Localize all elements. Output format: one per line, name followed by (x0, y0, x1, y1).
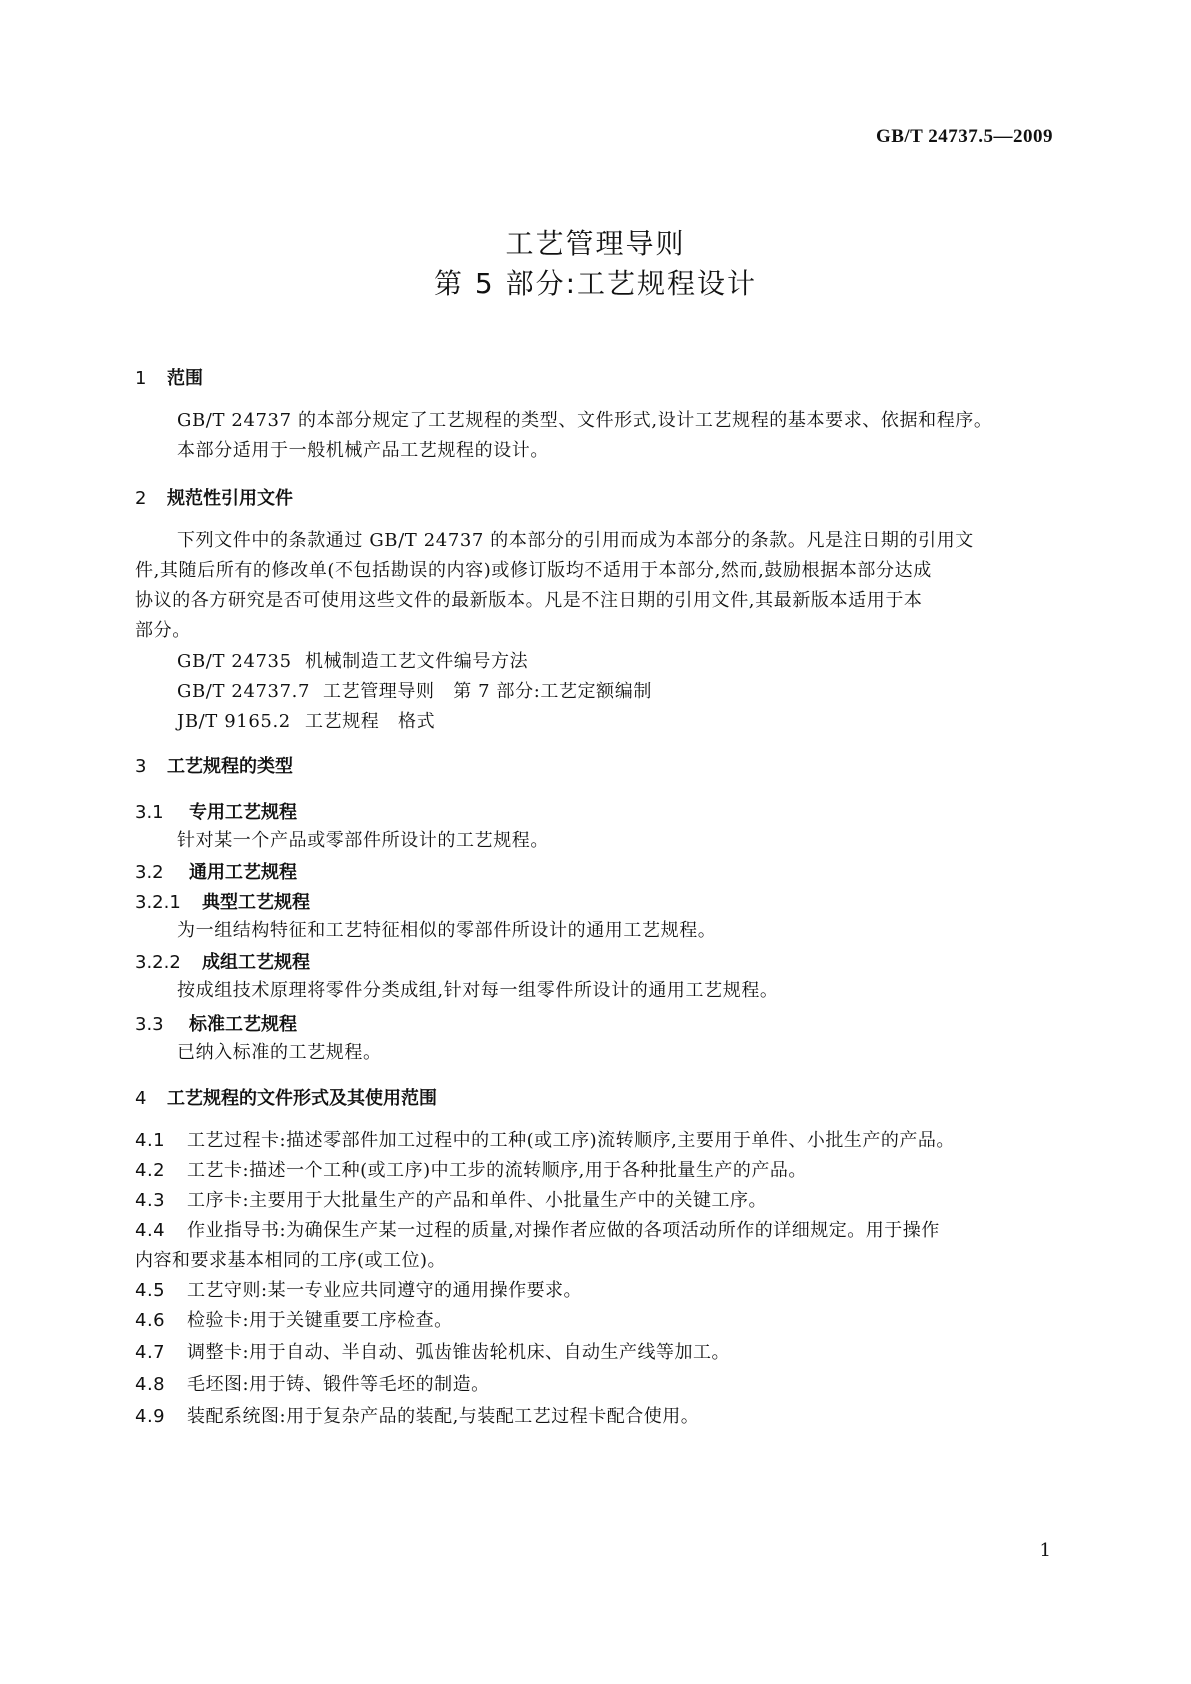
normative-reference: GB/T 24737.7 工艺管理导则 第 7 部分:工艺定额编制 (177, 681, 652, 702)
section-3-1-text: 针对某一个产品或零部件所设计的工艺规程。 (177, 830, 549, 851)
section-1-heading: 1 范围 (135, 368, 203, 389)
section-3-3-heading: 3.3 标准工艺规程 (135, 1014, 297, 1035)
list-item: 4.8 毛坯图:用于铸、锻件等毛坯的制造。 (135, 1374, 490, 1395)
section-2-heading: 2 规范性引用文件 (135, 488, 293, 509)
section-2-paragraph-line: 件,其随后所有的修改单(不包括勘误的内容)或修订版均不适用于本部分,然而,鼓励根据本部分达成 (135, 560, 932, 581)
list-item: 4.5 工艺守则:某一专业应共同遵守的通用操作要求。 (135, 1280, 583, 1301)
document-subtitle: 第 5 部分:工艺规程设计 (433, 267, 758, 300)
section-1-paragraph-1: GB/T 24737 的本部分规定了工艺规程的类型、文件形式,设计工艺规程的基本要求、依据和程序。 (177, 410, 993, 431)
section-3-3-text: 已纳入标准的工艺规程。 (177, 1042, 382, 1063)
section-3-2-2-heading: 3.2.2 成组工艺规程 (135, 952, 310, 973)
section-3-2-2-text: 按成组技术原理将零件分类成组,针对每一组零件所设计的通用工艺规程。 (177, 980, 779, 1001)
list-item: 4.3 工序卡:主要用于大批量生产的产品和单件、小批量生产中的关键工序。 (135, 1190, 768, 1211)
section-3-2-1-text: 为一组结构特征和工艺特征相似的零部件所设计的通用工艺规程。 (177, 920, 717, 941)
normative-reference: JB/T 9165.2 工艺规程 格式 (177, 711, 436, 732)
list-item: 4.2 工艺卡:描述一个工种(或工序)中工步的流转顺序,用于各种批量生产的产品。 (135, 1160, 807, 1181)
list-item: 4.1 工艺过程卡:描述零部件加工过程中的工种(或工序)流转顺序,主要用于单件、小批生产的产品。 (135, 1130, 955, 1151)
list-item: 4.4 作业指导书:为确保生产某一过程的质量,对操作者应做的各项活动所作的详细规定。用于操作 (135, 1220, 940, 1241)
list-item: 4.6 检验卡:用于关键重要工序检查。 (135, 1310, 453, 1331)
document-title: 工艺管理导则 (505, 227, 686, 260)
list-item: 4.7 调整卡:用于自动、半自动、弧齿锥齿轮机床、自动生产线等加工。 (135, 1342, 731, 1363)
section-3-1-heading: 3.1 专用工艺规程 (135, 802, 297, 823)
list-item: 4.9 装配系统图:用于复杂产品的装配,与装配工艺过程卡配合使用。 (135, 1406, 700, 1427)
standard-number: GB/T 24737.5—2009 (875, 126, 1053, 147)
section-2-paragraph-line: 协议的各方研究是否可使用这些文件的最新版本。凡是不注日期的引用文件,其最新版本适用于本 (135, 590, 923, 611)
section-2-paragraph-line: 下列文件中的条款通过 GB/T 24737 的本部分的引用而成为本部分的条款。凡是注日期的引用文 (177, 530, 974, 551)
list-item-continuation: 内容和要求基本相同的工序(或工位)。 (135, 1250, 447, 1271)
section-3-2-1-heading: 3.2.1 典型工艺规程 (135, 892, 310, 913)
page-number: 1 (1039, 1540, 1051, 1561)
section-4-heading: 4 工艺规程的文件形式及其使用范围 (135, 1088, 437, 1109)
section-2-paragraph-line: 部分。 (135, 620, 191, 641)
section-3-2-heading: 3.2 通用工艺规程 (135, 862, 297, 883)
section-1-paragraph-2: 本部分适用于一般机械产品工艺规程的设计。 (177, 440, 549, 461)
section-3-heading: 3 工艺规程的类型 (135, 756, 293, 777)
normative-reference: GB/T 24735 机械制造工艺文件编号方法 (177, 651, 529, 672)
